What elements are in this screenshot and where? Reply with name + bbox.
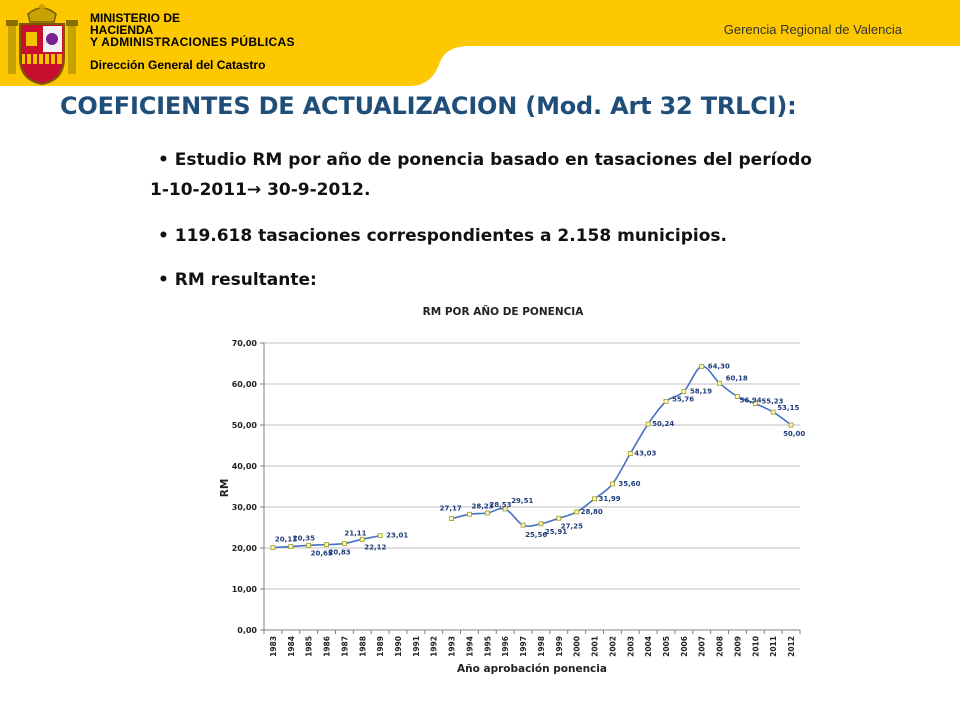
chart-data-label: 27,25 (560, 522, 583, 531)
rm-line-chart (200, 296, 820, 686)
bullet-study-line-2: 1-10-2011→ 30-9-2012. (150, 180, 371, 200)
chart-title: RM POR AÑO DE PONENCIA (422, 306, 584, 318)
chart-point (664, 399, 668, 403)
chart-data-label: 20,35 (292, 534, 315, 543)
chart-data-label: 50,24 (652, 420, 675, 429)
chart-point (289, 545, 293, 549)
chart-x-tick-label: 2002 (608, 636, 618, 657)
chart-data-label: 55,76 (672, 395, 695, 404)
coat-of-arms-icon (4, 2, 80, 86)
chart-data-label: 55,23 (761, 397, 784, 406)
chart-x-tick-label: 1991 (411, 636, 421, 657)
chart-x-tick-label: 1999 (554, 636, 564, 657)
chart-x-tick-label: 1983 (268, 636, 278, 657)
chart-data-label: 29,51 (511, 497, 534, 506)
chart-data-label: 60,18 (725, 374, 748, 383)
chart-point (789, 423, 793, 427)
chart-x-tick-label: 2001 (590, 636, 600, 657)
chart-x-tick-label: 2003 (626, 636, 636, 657)
chart-point (467, 512, 471, 516)
chart-data-label: 28,53 (489, 501, 512, 510)
chart-x-tick-label: 2011 (769, 636, 779, 657)
chart-point (307, 543, 311, 547)
chart-x-tick-label: 1984 (286, 636, 296, 657)
chart-y-tick-label: 10,00 (231, 585, 257, 594)
chart-x-tick-label: 2010 (751, 636, 761, 657)
chart-data-label: 56,94 (739, 396, 762, 405)
chart-data-label: 25,91 (544, 527, 568, 536)
chart-point (682, 389, 686, 393)
chart-data-label: 64,30 (707, 362, 730, 371)
chart-data-label: 50,00 (783, 430, 806, 438)
chart-x-tick-label: 1986 (322, 636, 332, 657)
chart-x-tick-label: 1985 (304, 636, 314, 657)
chart-x-tick-label: 1997 (519, 636, 529, 657)
chart-point (700, 364, 704, 368)
chart-data-label: 53,15 (777, 404, 800, 413)
chart-point (557, 516, 561, 520)
chart-point (360, 537, 364, 541)
chart-x-tick-label: 2012 (787, 636, 797, 657)
chart-data-label: 28,23 (471, 502, 494, 511)
chart-y-axis-label: RM (219, 478, 231, 498)
chart-point (485, 511, 489, 515)
chart-data-label: 58,19 (689, 387, 713, 396)
chart-point (271, 546, 275, 550)
ministry-name-line-1: MINISTERIO DE (90, 11, 181, 25)
chart-point (450, 517, 454, 521)
chart-y-tick-label: 20,00 (231, 544, 257, 553)
chart-x-tick-label: 1998 (536, 636, 546, 657)
chart-point (342, 541, 346, 545)
chart-point (718, 381, 722, 385)
chart-x-tick-label: 1994 (465, 636, 475, 657)
chart-point (610, 482, 614, 486)
chart-y-tick-label: 70,00 (231, 339, 257, 348)
chart-data-label: 35,60 (618, 480, 641, 489)
chart-point (539, 522, 543, 526)
chart-point (575, 510, 579, 514)
chart-x-tick-label: 1989 (376, 636, 386, 657)
chart-x-tick-label: 1995 (483, 636, 493, 657)
bullet-appraisals: • 119.618 tasaciones correspondientes a 2.158 municipios. (158, 226, 728, 246)
chart-x-tick-label: 2007 (697, 636, 707, 657)
chart-x-tick-label: 1990 (394, 636, 403, 657)
chart-y-tick-label: 50,00 (231, 421, 257, 430)
chart-data-label: 21,11 (344, 529, 367, 538)
chart-x-tick-label: 2005 (662, 636, 671, 657)
chart-data-label: 23,01 (386, 531, 409, 540)
chart-data-label: 31,99 (598, 494, 621, 503)
bullet-rm-result: • RM resultante: (158, 270, 317, 290)
chart-point (646, 422, 650, 426)
chart-x-tick-label: 2006 (679, 636, 689, 657)
chart-x-tick-label: 1988 (358, 636, 368, 657)
chart-x-tick-label: 1987 (340, 636, 350, 657)
chart-x-tick-label: 2009 (733, 636, 743, 657)
chart-x-tick-label: 1993 (447, 636, 457, 657)
ministry-name-line-2: HACIENDA (90, 23, 154, 37)
chart-data-label: 27,17 (439, 504, 462, 513)
chart-y-tick-label: 60,00 (231, 380, 257, 389)
chart-data-label: 43,03 (634, 449, 657, 458)
chart-point (628, 452, 632, 456)
chart-y-tick-label: 40,00 (231, 462, 257, 471)
slide-title: COEFICIENTES DE ACTUALIZACION (Mod. Art 32 TRLCI): (60, 92, 797, 120)
chart-data-label: 20,11 (274, 535, 298, 544)
chart-data-label: 20,83 (328, 548, 351, 557)
regional-office-name: Gerencia Regional de Valencia (723, 22, 902, 37)
chart-y-tick-label: 0,00 (237, 626, 257, 635)
chart-x-axis-label: Año aprobación ponencia (457, 663, 607, 675)
chart-data-label: 28,80 (580, 507, 603, 516)
chart-x-tick-label: 2008 (715, 636, 725, 657)
chart-x-tick-label: 1996 (501, 636, 511, 657)
directorate-name: Dirección General del Catastro (90, 58, 266, 72)
chart-x-tick-label: 2000 (572, 636, 582, 657)
chart-point (378, 534, 382, 538)
chart-point (521, 523, 525, 527)
chart-x-tick-label: 1992 (429, 636, 439, 657)
chart-point (325, 543, 329, 547)
bullet-study-line-1: • Estudio RM por año de ponencia basado en tasaciones del período (158, 150, 812, 170)
ministry-name-line-3: Y ADMINISTRACIONES PÚBLICAS (90, 35, 295, 49)
chart-data-label: 20,65 (310, 549, 333, 558)
chart-data-label: 22,12 (364, 543, 387, 552)
chart-data-label: 25,56 (525, 531, 548, 540)
chart-y-tick-label: 30,00 (231, 503, 257, 512)
chart-point (771, 410, 775, 414)
chart-point (593, 497, 597, 501)
chart-x-tick-label: 2004 (644, 636, 654, 657)
